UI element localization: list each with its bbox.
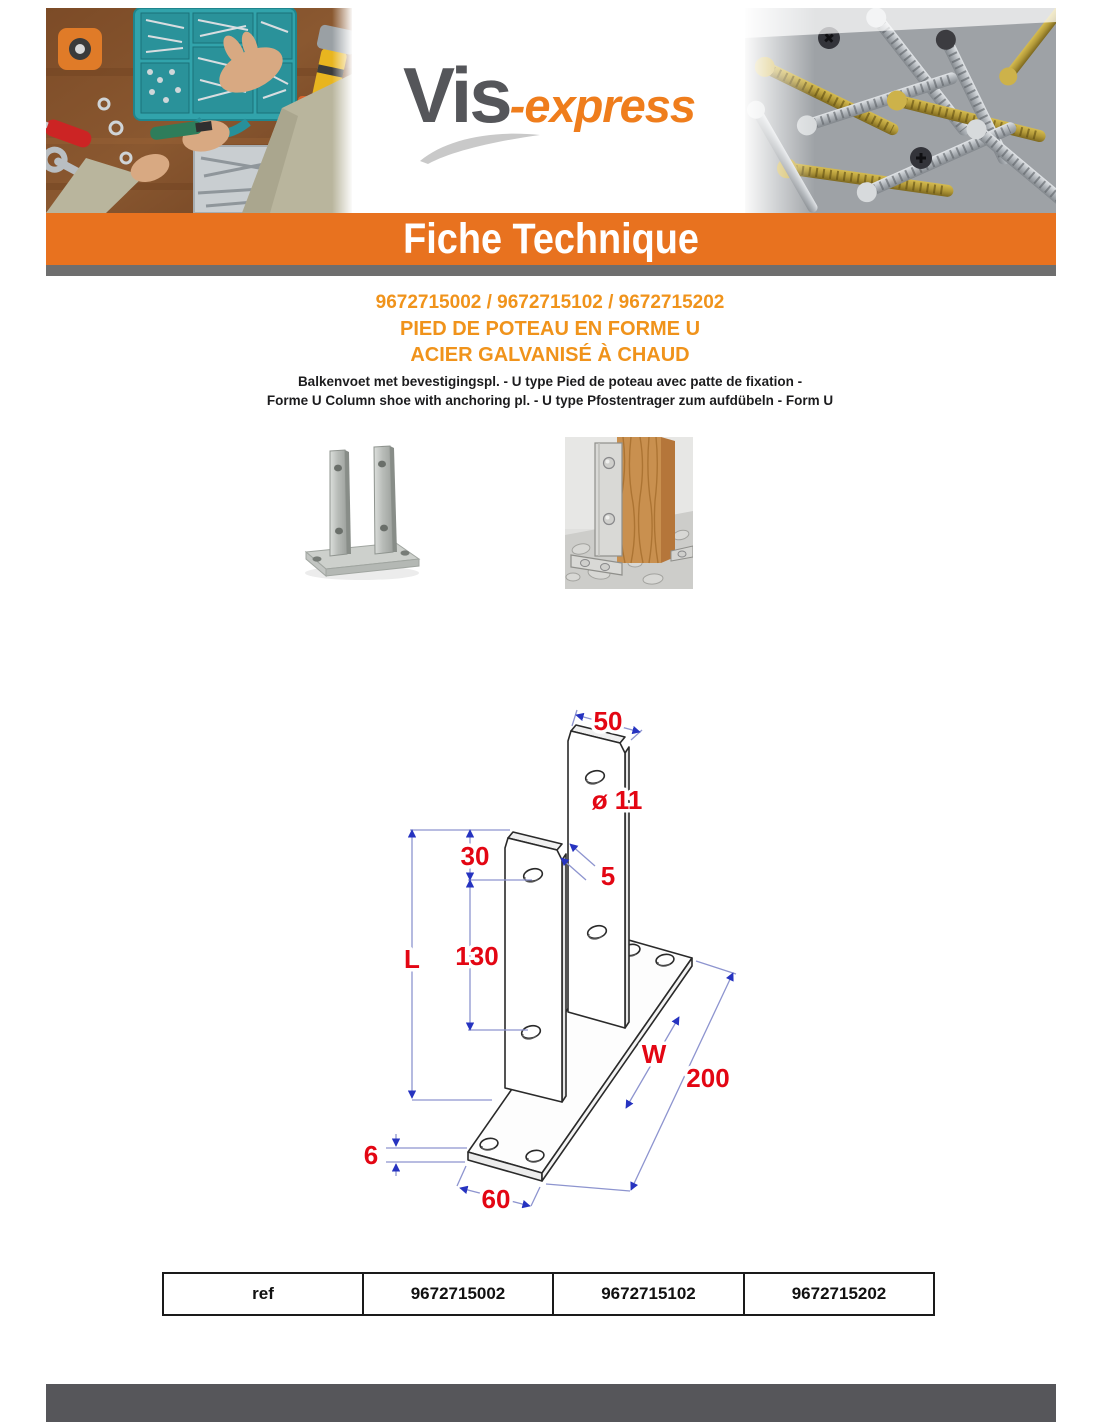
dim-hole-top-offset: 30	[460, 840, 490, 871]
dim-base-length: 200	[686, 1062, 730, 1093]
dim-plate-thickness: 5	[600, 860, 616, 891]
dim-top-width: 50	[593, 705, 623, 736]
logo-primary-text: Vis	[403, 51, 510, 139]
fiche-technique-banner	[46, 213, 1056, 265]
dim-hole-diameter: ø 11	[591, 784, 643, 815]
banner-shadow-bar	[46, 265, 1056, 276]
table-cell-ref-3: 9672715202	[743, 1274, 933, 1314]
dim-width-label: W	[641, 1038, 667, 1069]
footer-bar	[46, 1384, 1056, 1422]
reference-table	[162, 1272, 935, 1316]
product-subtitle: ACIER GALVANISÉ À CHAUD	[410, 344, 690, 366]
product-references: 9672715002 / 9672715102 / 9672715202	[375, 292, 725, 313]
screws-photo	[745, 8, 1056, 213]
technical-drawing	[350, 680, 780, 1245]
product-description-line2: Forme U Column shoe with anchoring pl. - U type Pfostentrager zum aufdübeln - Form U	[266, 393, 834, 408]
banner-title: Fiche Technique	[403, 214, 699, 263]
logo-secondary-text: -express	[509, 79, 696, 132]
dim-hole-spacing: 130	[455, 940, 499, 971]
logo-swoosh-icon	[416, 130, 544, 166]
dim-base-width: 60	[481, 1183, 511, 1214]
dim-base-thickness: 6	[363, 1139, 379, 1170]
table-cell-ref-header: ref	[252, 1284, 274, 1303]
dim-height-label: L	[404, 943, 420, 974]
table-cell-ref-1: 9672715002	[362, 1274, 552, 1314]
workbench-photo	[46, 8, 352, 213]
table-cell-ref-2: 9672715102	[552, 1274, 743, 1314]
product-description-line1: Balkenvoet met bevestigingspl. - U type Pied de poteau avec patte de fixation -	[297, 374, 803, 389]
product-title: PIED DE POTEAU EN FORME U	[399, 318, 701, 340]
product-photo	[299, 435, 426, 588]
installation-illustration	[565, 437, 693, 594]
